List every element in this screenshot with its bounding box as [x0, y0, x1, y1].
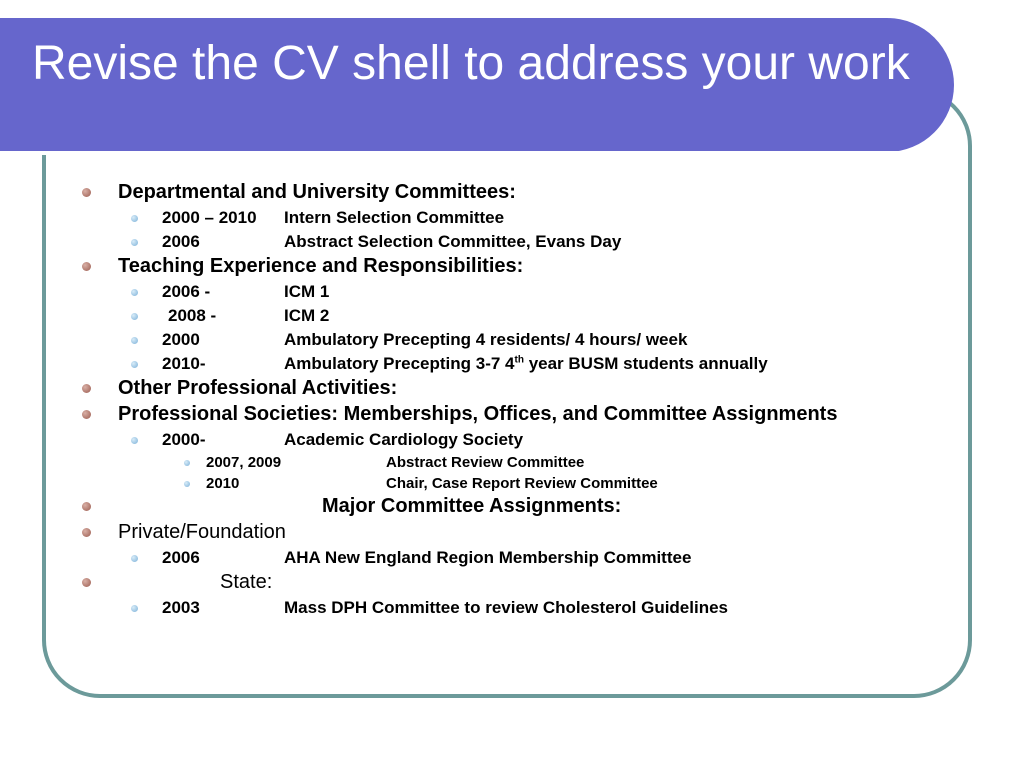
section-heading: Professional Societies: Memberships, Offices, and Committee Assignments [118, 403, 838, 425]
entry-text: Abstract Review Committee [386, 454, 585, 471]
section-heading: Other Professional Activities: [118, 377, 398, 399]
entry-text: ICM 2 [284, 306, 330, 325]
entry-date: 2000- [162, 430, 206, 449]
list-item [80, 520, 980, 544]
list-item [80, 376, 980, 400]
list-item [80, 280, 980, 304]
bullet-icon [82, 502, 91, 511]
list-item [80, 230, 980, 254]
bullet-icon [131, 437, 138, 444]
bullet-icon [82, 578, 91, 587]
slide-title: Revise the CV shell to address your work [32, 37, 910, 90]
title-underline [0, 151, 905, 155]
bullet-icon [82, 188, 91, 197]
bullet-icon [131, 239, 138, 246]
bullet-icon [131, 605, 138, 612]
entry-text: Ambulatory Precepting 4 residents/ 4 hours/ week [284, 330, 688, 349]
section-heading: Private/Foundation [118, 521, 286, 543]
entry-date: 2003 [162, 598, 200, 617]
section-heading: Major Committee Assignments: [322, 495, 622, 517]
section-heading: Teaching Experience and Responsibilities: [118, 255, 524, 277]
entry-date: 2006 [162, 232, 200, 251]
entry-date: 2006 [162, 548, 200, 567]
bullet-icon [131, 313, 138, 320]
list-item [80, 473, 980, 494]
list-item [80, 304, 980, 328]
bullet-icon [131, 361, 138, 368]
bullet-icon [184, 481, 190, 487]
section-heading: Departmental and University Committees: [118, 181, 516, 203]
entry-date: 2000 – 2010 [162, 208, 257, 227]
entry-text: Abstract Selection Committee, Evans Day [284, 232, 622, 251]
entry-text: Mass DPH Committee to review Cholesterol Guidelines [284, 598, 729, 617]
entry-text-part: year BUSM students annually [523, 354, 768, 373]
list-item [80, 254, 980, 278]
bullet-icon [131, 215, 138, 222]
bullet-icon [82, 410, 91, 419]
bullet-icon [131, 289, 138, 296]
title-banner [0, 18, 954, 152]
list-item [80, 328, 980, 352]
section-heading: State: [220, 571, 273, 593]
bullet-icon [82, 528, 91, 537]
entry-date: 2006 - [162, 282, 211, 301]
list-item [80, 570, 980, 594]
bullet-icon [184, 460, 190, 466]
bullet-icon [131, 337, 138, 344]
slide-content [80, 180, 980, 620]
list-item [80, 180, 980, 204]
list-item [80, 206, 980, 230]
list-item [80, 402, 980, 426]
list-item [80, 546, 980, 570]
entry-text: Intern Selection Committee [284, 208, 505, 227]
entry-date: 2000 [162, 330, 200, 349]
list-item [80, 452, 980, 473]
entry-text [284, 352, 768, 376]
ordinal-suffix: th [514, 354, 524, 366]
entry-date: 2007, 2009 [206, 454, 282, 471]
list-item [80, 596, 980, 620]
bullet-icon [82, 384, 91, 393]
entry-text: ICM 1 [284, 282, 330, 301]
entry-text-part: Ambulatory Precepting 3-7 4 [284, 354, 515, 373]
entry-date: 2008 - [168, 306, 217, 325]
list-item [80, 494, 980, 518]
entry-date: 2010- [162, 354, 206, 373]
entry-text: AHA New England Region Membership Committee [284, 548, 692, 567]
bullet-icon [131, 555, 138, 562]
entry-text: Academic Cardiology Society [284, 430, 524, 449]
list-item [80, 428, 980, 452]
bullet-icon [82, 262, 91, 271]
entry-text: Chair, Case Report Review Committee [386, 475, 658, 492]
list-item [80, 352, 980, 376]
entry-date: 2010 [206, 475, 240, 492]
